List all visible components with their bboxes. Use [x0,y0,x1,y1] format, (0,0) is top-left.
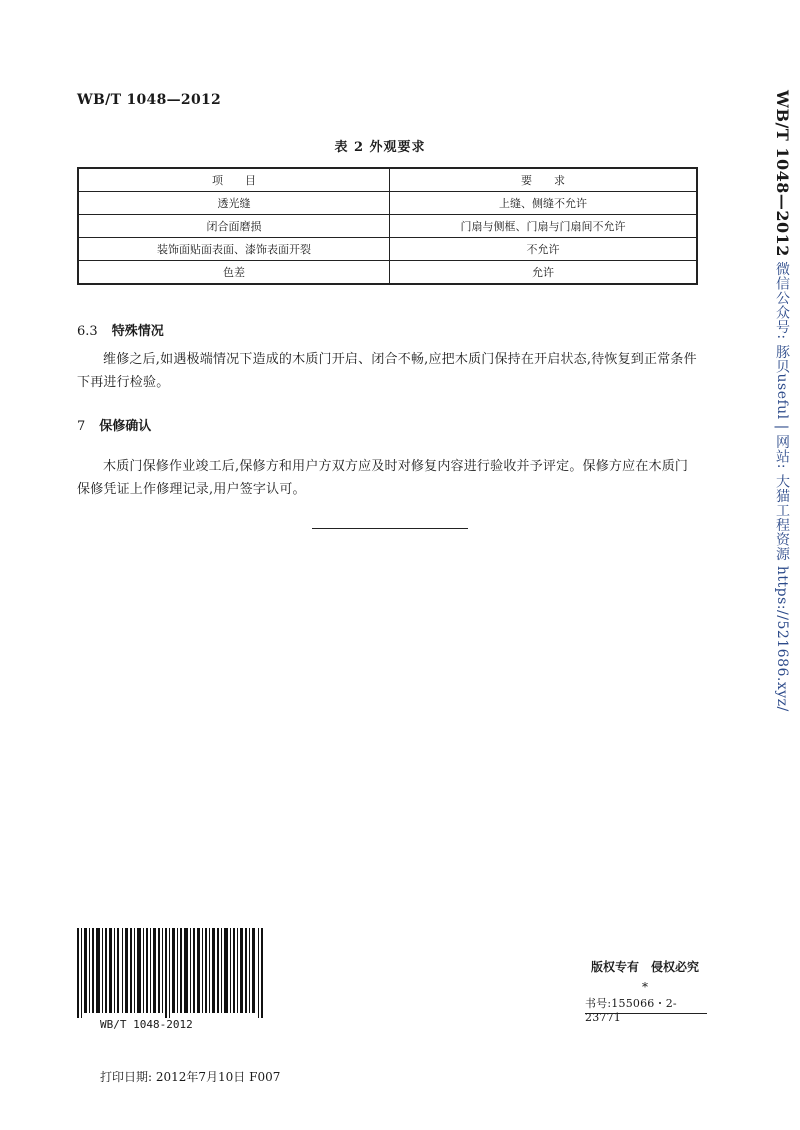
side-standard-code: WB/T 1048—2012 [773,90,792,257]
copyright-notice: 版权专有 侵权必究 [590,960,699,974]
table-cell-item: 透光缝 [78,192,390,215]
section-6-3-heading [77,320,164,339]
section-title: 保修确认 [99,419,152,434]
end-rule [312,528,468,529]
table-cell-requirement: 门扇与侧框、门扇与门扇间不允许 [390,215,698,238]
side-watermark [762,90,792,712]
table-header-row [78,168,697,192]
star-mark: * [642,980,648,994]
appearance-requirements-table [77,167,698,285]
table-cell-requirement: 上缝、侧缝不允许 [390,192,698,215]
table-cell-item: 色差 [78,261,390,285]
section-7-heading [77,415,151,434]
section-number: 7 [77,419,86,434]
table-title: 表 2 外观要求 [334,140,426,155]
table-row [78,192,697,215]
barcode-image [77,928,267,1018]
section-title: 特殊情况 [111,324,164,339]
table-cell-item: 装饰面贴面表面、漆饰表面开裂 [78,238,390,261]
column-header-item: 项 目 [78,168,390,192]
watermark-text: 微信公众号: 豚贝useful | 网站: 大猫工程资源 https://521686.xyz/ [774,261,790,712]
table-cell-requirement: 不允许 [390,238,698,261]
section-number: 6.3 [77,324,98,339]
table-row [78,215,697,238]
book-number: 书号:155066・2-23771 [585,997,677,1024]
barcode-text: WB/T 1048-2012 [100,1018,193,1031]
column-header-requirement: 要 求 [390,168,698,192]
table-row [78,261,697,285]
section-6-3-paragraph: 维修之后,如遇极端情况下造成的木质门开启、闭合不畅,应把木质门保持在开启状态,待恢复到正常条件下再进行检验。 [77,352,697,390]
book-number-rule [585,1013,707,1014]
section-7-paragraph: 木质门保修作业竣工后,保修方和用户方双方应及时对修复内容进行验收并予评定。保修方应在木质门保修凭证上作修理记录,用户签字认可。 [77,459,689,497]
table-cell-requirement: 允许 [390,261,698,285]
print-date: 打印日期: 2012年7月10日 F007 [100,1070,281,1084]
standard-code-header: WB/T 1048—2012 [77,92,222,108]
table-row [78,238,697,261]
table-cell-item: 闭合面磨损 [78,215,390,238]
